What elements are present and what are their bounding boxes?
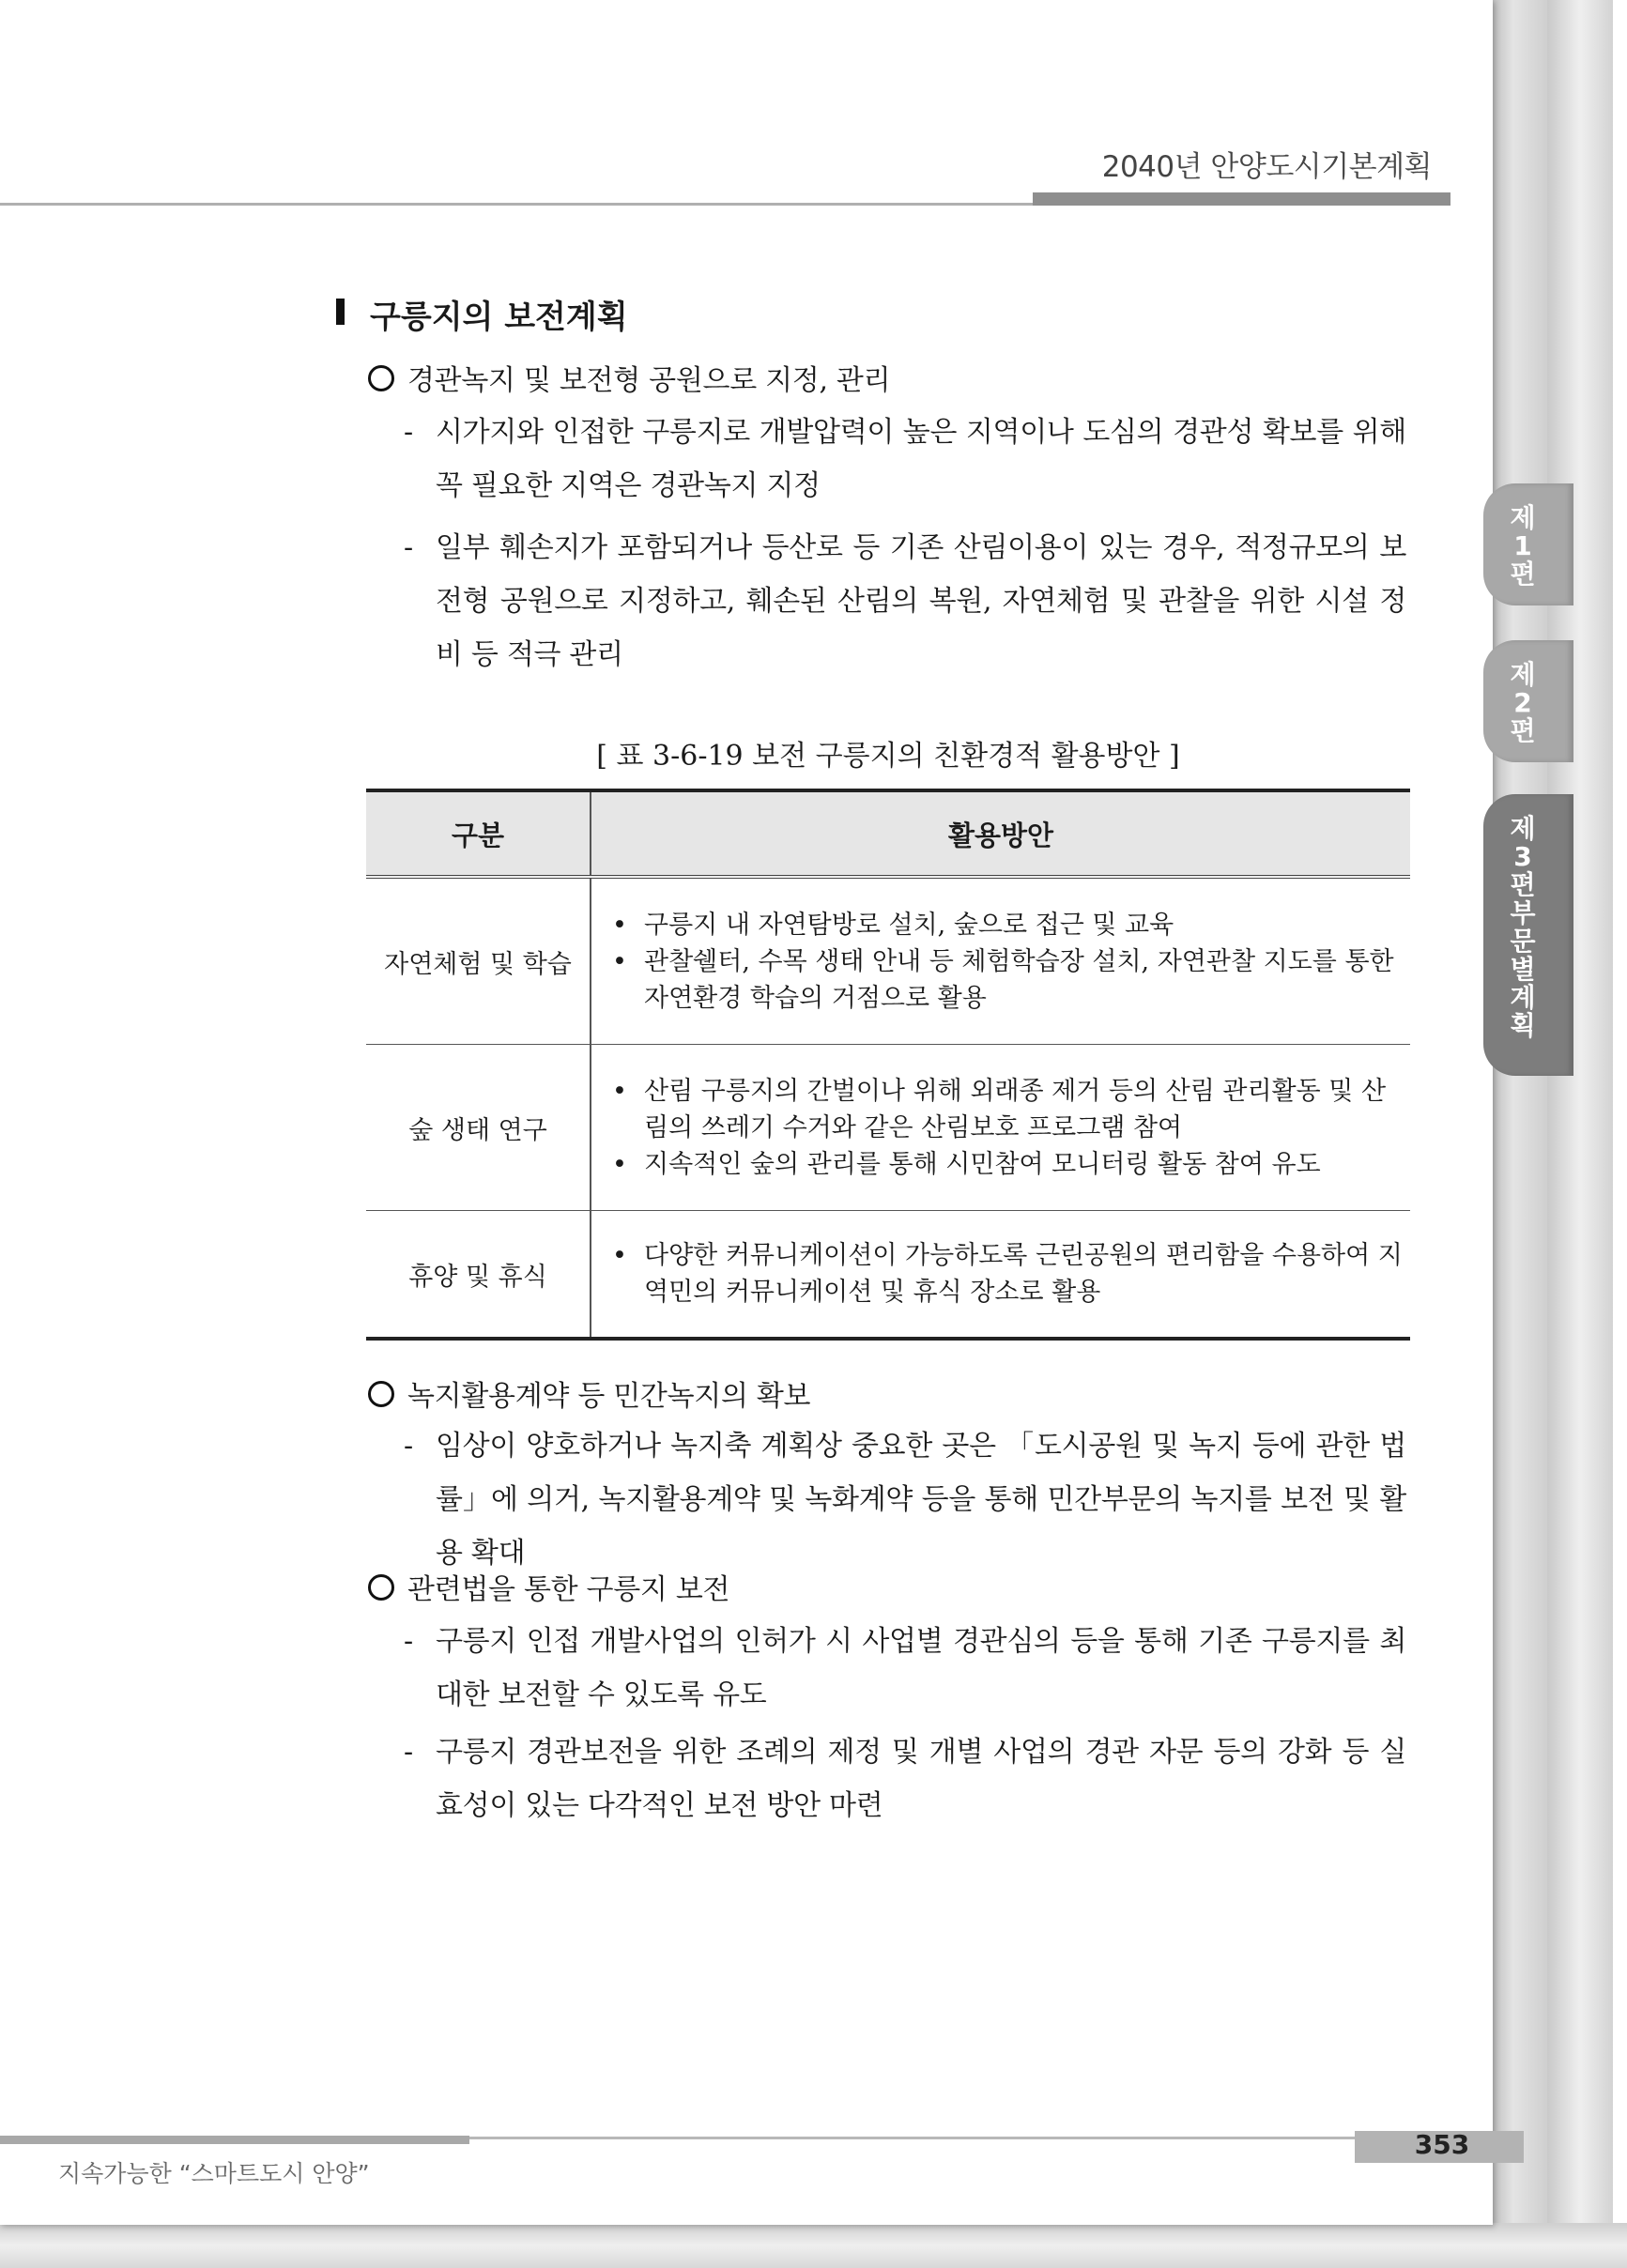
dash-marker: -: [404, 1736, 413, 1769]
item-heading: [368, 357, 890, 398]
circle-bullet-icon: [368, 1381, 394, 1407]
dash-item: [404, 1615, 1406, 1722]
page-number: 353: [1414, 2129, 1470, 2160]
dash-item-text: 일부 훼손지가 포함되거나 등산로 등 기존 산림이용이 있는 경우, 적정규모의 보전형 공원으로 지정하고, 훼손된 산림의 복원, 자연체험 및 관찰을 위한 시설 정비 등 적극 관리: [436, 531, 1406, 671]
circle-bullet-icon: [368, 365, 394, 391]
table-header-row: [366, 790, 1410, 877]
utilization-table: [366, 789, 1410, 1341]
table-cell-plan: [591, 877, 1410, 1045]
dash-item-text: 구릉지 경관보전을 위한 조례의 제정 및 개별 사업의 경관 자문 등의 강화 등 실효성이 있는 다각적인 보전 방안 마련: [436, 1736, 1406, 1822]
tab-part-1-label: 제1편: [1510, 502, 1536, 590]
table-row: [366, 1045, 1410, 1211]
item-heading-text: 관련법을 통한 구릉지 보전: [407, 1573, 730, 1606]
table-cell-plan: [591, 1045, 1410, 1211]
dash-marker: -: [404, 416, 413, 449]
table-caption: [ 표 3-6-19 보전 구릉지의 친환경적 활용방안 ]: [596, 740, 1180, 773]
tab-part-3[interactable]: [1483, 794, 1573, 1076]
dash-item: [404, 1419, 1406, 1580]
list-item: • 관찰쉘터, 수목 생태 안내 등 체험학습장 설치, 자연관찰 지도를 통한 자연환경 학습의 거점으로 활용: [608, 943, 1403, 1017]
tab-part-1[interactable]: [1483, 483, 1573, 605]
footer-slogan: 지속가능한 “스마트도시 안양”: [58, 2160, 370, 2187]
dash-marker: -: [404, 1625, 413, 1658]
list-item: • 지속적인 숲의 관리를 통해 시민참여 모니터링 활동 참여 유도: [608, 1146, 1403, 1183]
list-item: • 구릉지 내 자연탐방로 설치, 숲으로 접근 및 교육: [608, 907, 1403, 943]
dash-item: [404, 1725, 1406, 1832]
page-edge-bottom: [0, 2223, 1627, 2268]
dash-item-text: 구릉지 인접 개발사업의 인허가 시 사업별 경관심의 등을 통해 기존 구릉지를 최대한 보전할 수 있도록 유도: [436, 1625, 1406, 1711]
section-title-text: 구릉지의 보전계획: [370, 299, 628, 336]
dash-marker: -: [404, 1430, 413, 1463]
table-cell-plan: [591, 1211, 1410, 1340]
dash-item-text: 임상이 양호하거나 녹지축 계획상 중요한 곳은 「도시공원 및 녹지 등에 관한 법률」에 의거, 녹지활용계약 및 녹화계약 등을 통해 민간부문의 녹지를 보전 및 활용 확대: [436, 1430, 1406, 1570]
item-heading: [368, 1566, 729, 1607]
section-title: [336, 291, 628, 337]
dash-marker: -: [404, 531, 413, 564]
circle-bullet-icon: [368, 1574, 394, 1601]
page-edge-right: [1547, 0, 1613, 2268]
table-row: [366, 1211, 1410, 1340]
dash-item-text: 시가지와 인접한 구릉지로 개발압력이 높은 지역이나 도심의 경관성 확보를 위해 꼭 필요한 지역은 경관녹지 지정: [436, 416, 1406, 502]
tab-part-3-label: 제3편부문별계획: [1510, 813, 1536, 1041]
table-header-plan: 활용방안: [591, 790, 1410, 877]
table-cell-category: 휴양 및 휴식: [366, 1211, 591, 1340]
item-heading-text: 녹지활용계약 등 민간녹지의 확보: [407, 1380, 811, 1413]
header-rule-bar: [1033, 192, 1450, 206]
tab-part-2-label: 제2편: [1510, 659, 1536, 746]
footer-rule-bar: [0, 2136, 469, 2144]
list-item: • 다양한 커뮤니케이션이 가능하도록 근린공원의 편리함을 수용하여 지역민의 커뮤니케이션 및 휴식 장소로 활용: [608, 1237, 1403, 1310]
header-rule: [0, 203, 1033, 206]
page-shadow: [1491, 0, 1547, 2268]
tab-part-2[interactable]: [1483, 640, 1573, 762]
footer-rule: [469, 2137, 1357, 2139]
table-header-category: 구분: [366, 790, 591, 877]
item-heading: [368, 1372, 810, 1414]
table-cell-category: 숲 생태 연구: [366, 1045, 591, 1211]
item-heading-text: 경관녹지 및 보전형 공원으로 지정, 관리: [407, 364, 891, 397]
dash-item: [404, 521, 1406, 682]
table-row: [366, 877, 1410, 1045]
list-item: • 산림 구릉지의 간벌이나 위해 외래종 제거 등의 산림 관리활동 및 산림의 쓰레기 수거와 같은 산림보호 프로그램 참여: [608, 1073, 1403, 1146]
table-cell-category: 자연체험 및 학습: [366, 877, 591, 1045]
dash-item: [404, 406, 1406, 513]
document-header-title: 2040년 안양도시기본계획: [1101, 150, 1432, 184]
